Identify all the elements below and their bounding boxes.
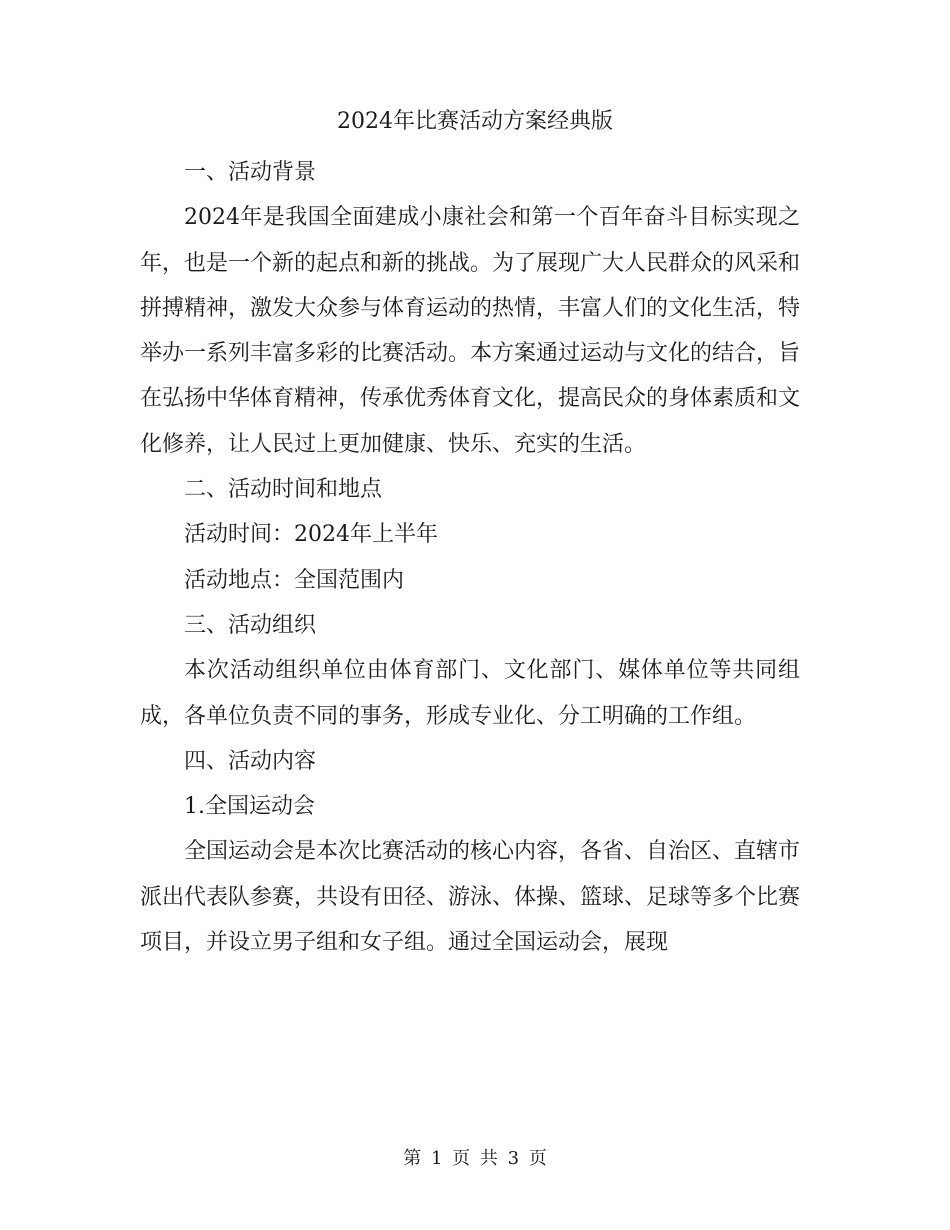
paragraph-organization: 本次活动组织单位由体育部门、文化部门、媒体单位等共同组成，各单位负责不同的事务，形成专业化、分工明确的工作组。 [140, 658, 800, 729]
section-heading-background: 一、活动背景 [184, 160, 317, 185]
section-heading-time-place: 二、活动时间和地点 [184, 477, 383, 503]
paragraph-time: 活动时间：2024年上半年 [184, 522, 438, 548]
paragraph-place: 活动地点：全国范围内 [184, 567, 405, 593]
subsection-heading-national-games: 1.全国运动会 [184, 794, 315, 820]
document-body [140, 150, 800, 965]
page-number-footer: 第 1 页 共 3 页 [403, 1148, 547, 1169]
section-heading-organization: 三、活动组织 [184, 612, 317, 638]
document-title: 2024年比赛活动方案经典版 [337, 109, 613, 134]
section-heading-content: 四、活动内容 [184, 748, 317, 774]
paragraph-background: 2024年是我国全面建成小康社会和第一个百年奋斗目标实现之年，也是一个新的起点和新的挑战。为了展现广大人民群众的风采和拼搏精神，激发大众参与体育运动的热情，丰富人们的文化生活，特举办一系列丰富多彩的比赛活动。本方案通过运动与文化的结合，旨在弘扬中华体育精神，传承优秀体育文化，提高民众的身体素质和文化修养，让人民过上更加健康、快乐、充实的生活。 [140, 205, 801, 457]
paragraph-national-games: 全国运动会是本次比赛活动的核心内容，各省、自治区、直辖市派出代表队参赛，共设有田径、游泳、体操、篮球、足球等多个比赛项目，并设立男子组和女子组。通过全国运动会，展现 [140, 839, 801, 956]
